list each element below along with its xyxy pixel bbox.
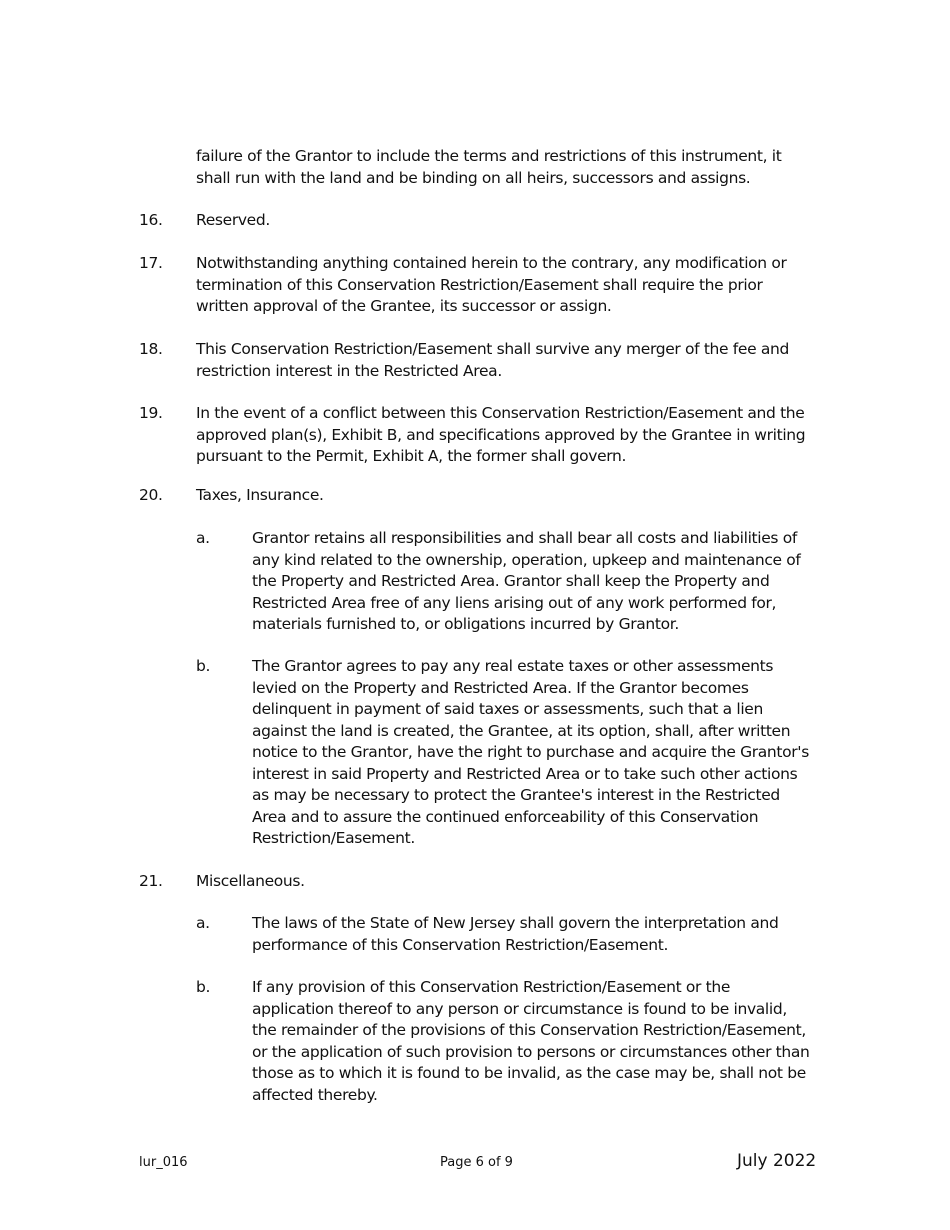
item-20a-text: Grantor retains all responsibilities and shall bear all costs and liabilities of any kind related to the ownership, operation, upkeep and maintenance of the Property and Restricted Area. Grantor shall keep the Property and Restricted Area free of any liens arising out of any work performed for, materials furnished to, or obligations incurred by Grantor. bbox=[252, 529, 801, 633]
item-21b-label: b. bbox=[196, 978, 211, 996]
footer-document-id: lur_016 bbox=[139, 1155, 188, 1170]
footer-page-number: Page 6 of 9 bbox=[440, 1155, 513, 1170]
item-20-number: 20. bbox=[139, 486, 163, 504]
item-20-heading: Taxes, Insurance. bbox=[196, 486, 324, 504]
item-17-number: 17. bbox=[139, 254, 163, 272]
item-18-number: 18. bbox=[139, 340, 163, 358]
item-16-number: 16. bbox=[139, 211, 163, 229]
item-20a-label: a. bbox=[196, 529, 210, 547]
item-21a-label: a. bbox=[196, 914, 210, 932]
item-21a-text: The laws of the State of New Jersey shall govern the interpretation and performance of this Conservation Restriction/Easement. bbox=[252, 914, 779, 954]
item-18-text: This Conservation Restriction/Easement shall survive any merger of the fee and restriction interest in the Restricted Area. bbox=[196, 340, 789, 380]
item-16-text: Reserved. bbox=[196, 211, 270, 229]
item-19-text: In the event of a conflict between this Conservation Restriction/Easement and the approved plan(s), Exhibit B, and specifications approved by the Grantee in writing pursuant to the Permit, Exhibit A, the former shall govern. bbox=[196, 404, 806, 465]
item-21-heading: Miscellaneous. bbox=[196, 872, 305, 890]
footer-date: July 2022 bbox=[737, 1151, 817, 1171]
item-20b-label: b. bbox=[196, 657, 211, 675]
item-19-number: 19. bbox=[139, 404, 163, 422]
item-20b-text: The Grantor agrees to pay any real estate taxes or other assessments levied on the Property and Restricted Area. If the Grantor becomes delinquent in payment of said taxes or assessments, such that a lien against the land is created, the Grantee, at its option, shall, after written notice to the Grantor, have the right to purchase and acquire the Grantor's interest in said Property and Restricted Area or to take such other actions as may be necessary to protect the Grantee's interest in the Restricted Area and to assure the continued enforceability of this Conservation Restriction/Easement. bbox=[252, 657, 809, 847]
item-17-text: Notwithstanding anything contained herein to the contrary, any modification or termination of this Conservation Restriction/Easement shall require the prior written approval of the Grantee, its successor or assign. bbox=[196, 254, 787, 315]
item-21b-text: If any provision of this Conservation Restriction/Easement or the application thereof to any person or circumstance is found to be invalid, the remainder of the provisions of this Conservation Restriction/Easement, or the application of such provision to persons or circumstances other than those as to which it is found to be invalid, as the case may be, shall not be affected thereby. bbox=[252, 978, 810, 1104]
item-21-number: 21. bbox=[139, 872, 163, 890]
continuation-paragraph: failure of the Grantor to include the terms and restrictions of this instrument, it shall run with the land and be binding on all heirs, successors and assigns. bbox=[196, 147, 782, 187]
